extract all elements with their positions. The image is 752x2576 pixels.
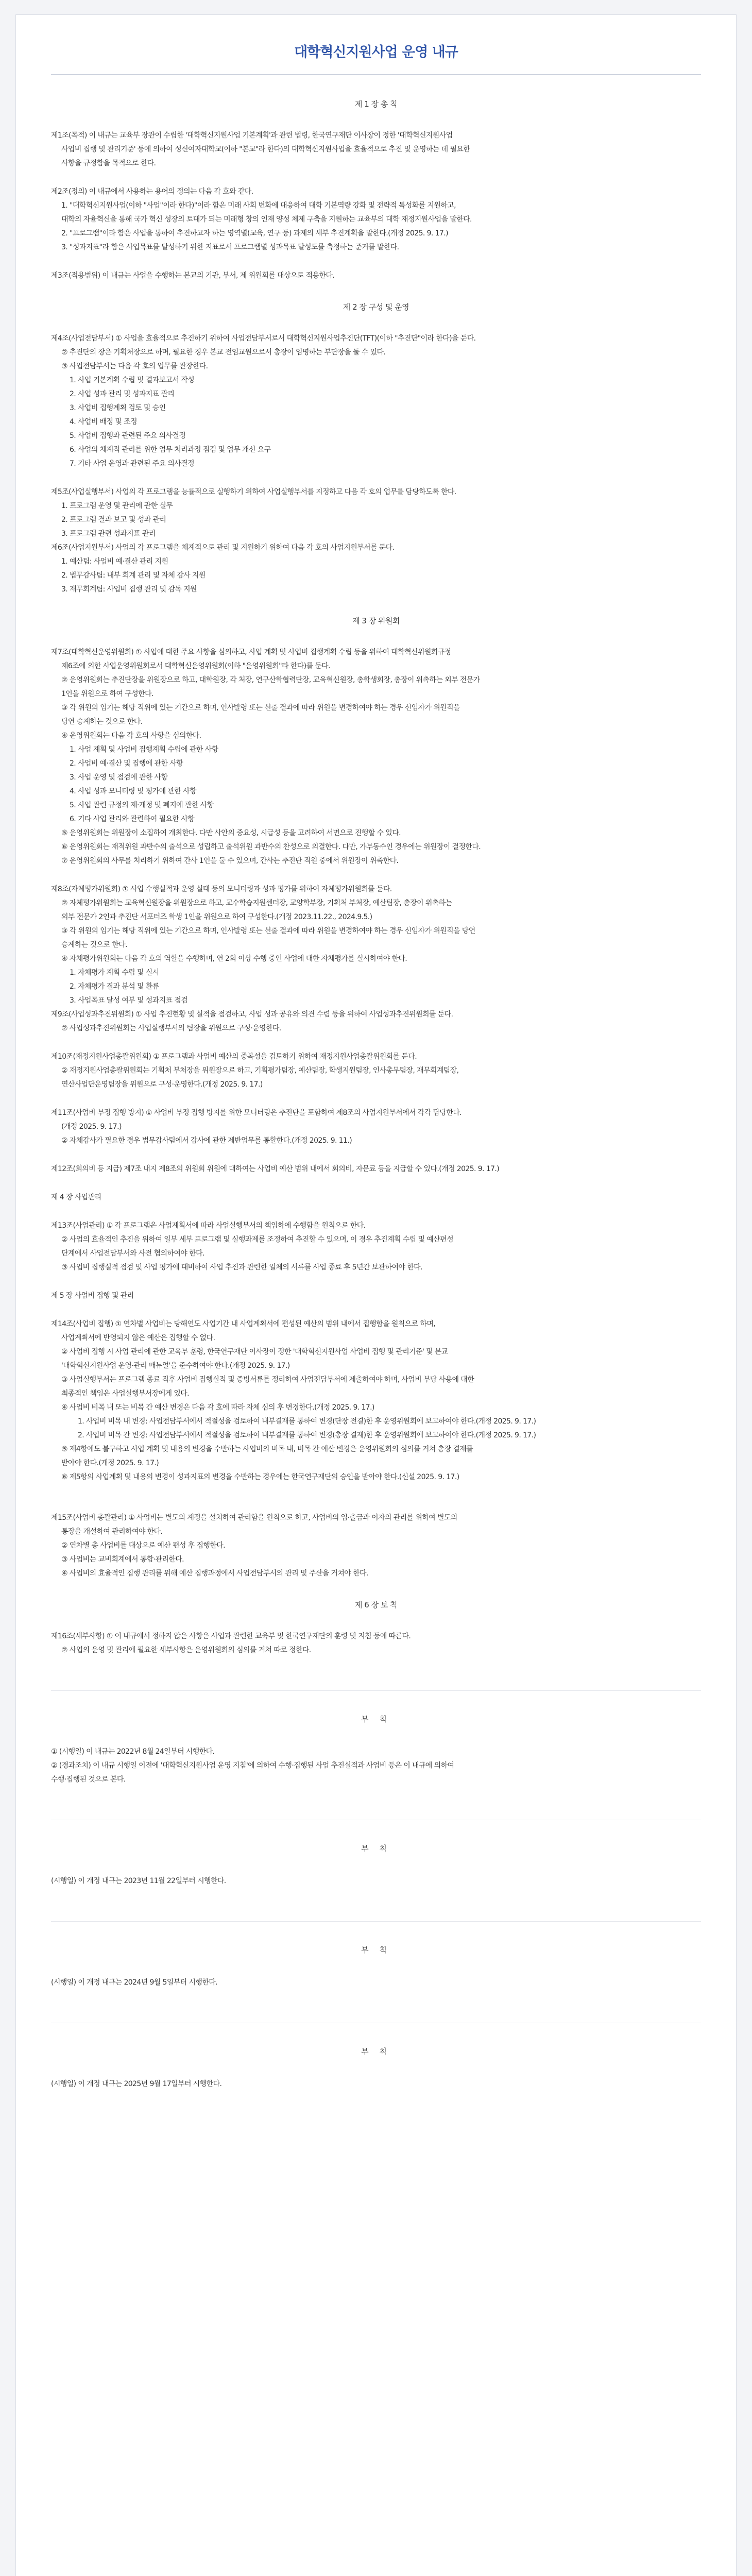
article-line: (시행일) 이 개정 내규는 2023년 11월 22일부터 시행한다. <box>51 1877 226 1885</box>
article-line: 제3조(적용범위) 이 내규는 사업을 수행하는 본교의 기관, 부서, 제 위원회를 대상으로 적용한다. <box>51 272 335 280</box>
article-block <box>51 485 701 597</box>
article-line: 3. 사업 운영 및 점검에 관한 사항 <box>70 773 168 782</box>
article-line: 사업비 집행 및 관리기준' 등에 의하여 성신여자대학교(이하 "본교"라 한다)의 대학혁신지원사업을 효율적으로 추진 및 운영하는 데 필요한 <box>61 145 470 154</box>
article-line: 1. 예산팀: 사업비 예·결산 관리 지원 <box>61 557 168 566</box>
article-line: 제14조(사업비 집행) ① 연차별 사업비는 당해연도 사업기간 내 사업계획서에 편성된 예산의 범위 내에서 집행함을 원칙으로 하며, <box>51 1320 436 1328</box>
appendix-heading: 부 칙 <box>361 2047 391 2056</box>
article-line: ③ 사업비는 교비회계에서 통합·관리한다. <box>61 1555 184 1564</box>
article-block <box>51 129 701 171</box>
appendix-heading: 부 칙 <box>361 1715 391 1724</box>
chapter-heading: 제 1 장 총 칙 <box>354 99 398 109</box>
article-block <box>51 646 701 868</box>
article-line: ⑤ 제4항에도 불구하고 사업 계획 및 내용의 변경을 수반하는 사업비의 비목 내, 비목 간 예산 변경은 운영위원회의 심의를 거쳐 총장 결재를 <box>61 1445 473 1453</box>
article-block <box>51 185 701 255</box>
article-line: 3. "성과지표"라 함은 사업목표를 달성하기 위한 지표로서 프로그램별 성과목표 달성도를 측정하는 준거를 말한다. <box>61 243 399 251</box>
article-block <box>51 2077 701 2091</box>
article-line: 받아야 한다.(개정 2025. 9. 17.) <box>61 1459 159 1467</box>
article-line: 수행·집행된 것으로 본다. <box>51 1775 126 1784</box>
article-line: 당연 승계하는 것으로 한다. <box>61 718 143 726</box>
article-line: ② 사업성과추진위원회는 사업실행부서의 팀장을 위원으로 구성·운영한다. <box>61 1024 281 1032</box>
article-line: 사항을 규정함을 목적으로 한다. <box>61 159 156 167</box>
article-line: 제12조(회의비 등 지급) 제7조 내지 제8조의 위원회 위원에 대하여는 사업비 예산 범위 내에서 회의비, 자문료 등을 지급할 수 있다.(개정 2025. 9. 17.) <box>51 1165 500 1173</box>
article-line: 제 4 장 사업관리 <box>51 1193 101 1201</box>
article-line: 제13조(사업관리) ① 각 프로그램은 사업계획서에 따라 사업실행부서의 책임하에 수행함을 원칙으로 한다. <box>51 1222 366 1230</box>
article-line: 통장을 개설하여 관리하여야 한다. <box>61 1528 163 1536</box>
article-block <box>51 1219 701 1275</box>
article-line: 7. 기타 사업 운영과 관련된 주요 의사결정 <box>70 460 195 468</box>
article-block <box>51 1289 701 1303</box>
article-line: 4. 사업 성과 모니터링 및 평가에 관한 사항 <box>70 787 196 795</box>
article-line: ② 자체평가위원회는 교육혁신원장을 위원장으로 하고, 교수학습지원센터장, 교양학부장, 기획처 부처장, 예산팀장, 총장이 위촉하는 <box>61 899 452 907</box>
article-line: '대학혁신지원사업 운영·관리 매뉴얼'을 준수하여야 한다.(개정 2025. 9. 17.) <box>61 1362 290 1370</box>
article-block <box>51 1317 701 1484</box>
article-line: ⑤ 운영위원회는 위원장이 소집하여 개최한다. 다만 사안의 중요성, 시급성 등을 고려하여 서면으로 진행할 수 있다. <box>61 829 401 837</box>
article-line: 1. "대학혁신지원사업(이하 "사업"이라 한다)"이라 함은 미래 사회 변화에 대응하여 대학 기본역량 강화 및 전략적 특성화를 지원하고, <box>61 201 456 210</box>
article-line: 2. 사업비 예·결산 및 집행에 관한 사항 <box>70 759 183 768</box>
article-line: 제11조(사업비 부정 집행 방지) ① 사업비 부정 집행 방지를 위한 모니터링은 추진단을 포함하여 제8조의 사업지원부서에서 각각 담당한다. <box>51 1109 462 1117</box>
section-divider <box>51 1921 701 1922</box>
article-line: 제7조(대학혁신운영위원회) ① 사업에 대한 주요 사항을 심의하고, 사업 계획 및 사업비 집행계획 수립 등을 위하여 대학혁신위원회규정 <box>51 648 451 656</box>
article-line: ② 추진단의 장은 기획처장으로 하며, 필요한 경우 본교 전임교원으로서 총장이 임명하는 부단장을 둘 수 있다. <box>61 348 386 357</box>
article-block <box>51 1976 701 1990</box>
article-line: ② (경과조치) 이 내규 시행일 이전에 '대학혁신지원사업 운영 지침'에 의하여 수행·집행된 사업 추진실적과 사업비 등은 이 내규에 의하여 <box>51 1761 454 1770</box>
article-block <box>51 1630 701 1657</box>
article-line: ③ 사업전담부서는 다음 각 호의 업무를 관장한다. <box>61 362 208 370</box>
article-line: 외부 전문가 2인과 추진단 서포터즈 학생 1인을 위원으로 하여 구성한다.(개정 2023.11.22., 2024.9.5.) <box>61 913 372 921</box>
article-line: ② 재정지원사업총괄위원회는 기획처 부처장을 위원장으로 하고, 기획평가팀장, 예산팀장, 학생지원팀장, 인사총무팀장, 재무회계팀장, <box>61 1066 459 1075</box>
title-divider <box>51 74 701 75</box>
article-line: 3. 사업목표 달성 여부 및 성과지표 점검 <box>70 996 188 1005</box>
article-line: (시행일) 이 개정 내규는 2025년 9월 17일부터 시행한다. <box>51 2080 222 2088</box>
chapter-heading: 제 2 장 구성 및 운영 <box>343 302 409 312</box>
appendix-heading: 부 칙 <box>361 1844 391 1853</box>
section-divider <box>51 1690 701 1691</box>
article-line: ④ 사업비 비목 내 또는 비목 간 예산 변경은 다음 각 호에 따라 자체 심의 후 변경한다.(개정 2025. 9. 17.) <box>61 1403 374 1412</box>
article-line: ③ 사업비 집행실적 점검 및 사업 평가에 대비하여 사업 추진과 관련한 일체의 서류를 사업 종료 후 5년간 보관하여야 한다. <box>61 1263 422 1272</box>
article-line: 1. 자체평가 계획 수립 및 실시 <box>70 969 159 977</box>
article-line: 제2조(정의) 이 내규에서 사용하는 용어의 정의는 다음 각 호와 같다. <box>51 188 253 196</box>
article-line: 승계하는 것으로 한다. <box>61 941 127 949</box>
article-line: 제4조(사업전담부서) ① 사업을 효율적으로 추진하기 위하여 사업전담부서로서 대학혁신지원사업추진단(TFT)(이하 "추진단"이라 한다)을 둔다. <box>51 334 476 343</box>
article-line: 최종적인 책임은 사업실행부서장에게 있다. <box>61 1389 190 1398</box>
article-line: 사업계획서에 반영되지 않은 예산은 집행할 수 없다. <box>61 1334 215 1342</box>
article-line: 5. 사업 관련 규정의 제·개정 및 폐지에 관한 사항 <box>70 801 214 809</box>
article-line: 1. 프로그램 운영 및 관리에 관한 실무 <box>61 502 173 510</box>
article-line: 대학의 자율혁신을 통해 국가 혁신 성장의 토대가 되는 미래형 창의 인재 양성 체제 구축을 지원하는 교육부의 대학 재정지원사업을 말한다. <box>61 215 472 224</box>
article-block <box>51 1050 701 1092</box>
article-line: 1. 사업 계획 및 사업비 집행계획 수립에 관한 사항 <box>70 745 218 754</box>
article-line: ④ 운영위원회는 다음 각 호의 사항을 심의한다. <box>61 732 201 740</box>
article-line: ⑥ 운영위원회는 재적위원 과반수의 출석으로 성립하고 출석위원 과반수의 찬성으로 의결한다. 다만, 가부동수인 경우에는 위원장이 결정한다. <box>61 843 481 851</box>
article-line: 5. 사업비 집행과 관련된 주요 의사결정 <box>70 432 186 440</box>
article-line: ④ 사업비의 효율적인 집행 관리를 위해 예산 집행과정에서 사업전담부서의 관리 및 주산을 거쳐야 한다. <box>61 1569 368 1578</box>
article-line: 제5조(사업실행부서) 사업의 각 프로그램을 능률적으로 실행하기 위하여 사업실행부서를 지정하고 다음 각 호의 업무를 담당하도록 한다. <box>51 488 456 496</box>
article-block <box>51 1162 701 1176</box>
article-block <box>51 269 701 283</box>
article-line: (시행일) 이 개정 내규는 2024년 9월 5일부터 시행한다. <box>51 1978 217 1987</box>
article-line: 제 5 장 사업비 집행 및 관리 <box>51 1292 134 1300</box>
article-block <box>51 1191 701 1205</box>
article-line: ② 사업비 집행 시 사업 관리에 관한 교육부 훈령, 한국연구재단 이사장이 정한 '대학혁신지원사업 사업비 집행 및 관리기준' 및 본교 <box>61 1348 448 1356</box>
chapter-heading: 제 3 장 위원회 <box>352 616 400 625</box>
article-line: 제16조(세부사항) ① 이 내규에서 정하지 않은 사항은 사업과 관련한 교육부 및 한국연구재단의 훈령 및 지침 등에 따른다. <box>51 1632 411 1640</box>
article-line: ③ 각 위원의 임기는 해당 직위에 있는 기간으로 하며, 인사발령 또는 선출 결과에 따라 위원을 변경하여야 하는 경우 신임자가 위원직을 <box>61 704 460 712</box>
article-line: ⑦ 운영위원회의 사무를 처리하기 위하여 간사 1인을 둘 수 있으며, 간사는 추진단 직원 중에서 위원장이 위촉한다. <box>61 857 399 865</box>
article-line: (개정 2025. 9. 17.) <box>61 1123 122 1131</box>
article-line: 2. "프로그램"이라 함은 사업을 통하여 추진하고자 하는 영역별(교육, 연구 등) 과제의 세부 추진계획을 말한다.(개정 2025. 9. 17.) <box>61 229 448 238</box>
article-block <box>51 1874 701 1888</box>
article-line: ② 운영위원회는 추진단장을 위원장으로 하고, 대학원장, 각 처장, 연구산학협력단장, 교육혁신원장, 총학생회장, 총장이 위촉하는 외부 전문가 <box>61 676 480 684</box>
article-line: 3. 프로그램 관련 성과지표 관리 <box>61 530 156 538</box>
article-line: 제10조(재정지원사업총괄위원회) ① 프로그램과 사업비 예산의 중복성을 검토하기 위하여 재정지원사업총괄위원회를 둔다. <box>51 1053 417 1061</box>
article-line: 2. 사업비 비목 간 변경: 사업전담부서에서 적절성을 검토하여 내부결재를 통하여 변경(총장 결재)한 후 운영위원회에 보고하여야 한다.(개정 2025. 9. 17.) <box>78 1431 536 1439</box>
article-line: 3. 사업비 집행계획 검토 및 승인 <box>70 404 166 412</box>
article-line: 6. 사업의 체계적 관리를 위한 업무 처리과정 점검 및 업무 개선 요구 <box>70 446 271 454</box>
article-line: 2. 자체평가 결과 분석 및 환류 <box>70 982 159 991</box>
article-line: 제1조(목적) 이 내규는 교육부 장관이 수립한 '대학혁신지원사업 기본계획'과 관련 법령, 한국연구재단 이사장이 정한 '대학혁신지원사업 <box>51 131 453 140</box>
article-line: ② 자체감사가 필요한 경우 법무감사팀에서 감사에 관한 제반업무를 통할한다.(개정 2025. 9. 11.) <box>61 1137 352 1145</box>
article-line: 1인을 위원으로 하여 구성한다. <box>61 690 153 698</box>
article-line: 3. 재무회계팀: 사업비 집행 관리 및 감독 지원 <box>61 585 197 594</box>
chapter-heading: 제 6 장 보 칙 <box>354 1600 398 1609</box>
article-block <box>51 1745 701 1787</box>
document-page <box>15 14 737 2576</box>
article-line: 2. 프로그램 결과 보고 및 성과 관리 <box>61 516 166 524</box>
document-body <box>51 98 701 2091</box>
article-line: 4. 사업비 배정 및 조정 <box>70 418 137 426</box>
article-line: 1. 사업비 비목 내 변경: 사업전담부서에서 적절성을 검토하여 내부결재를 통하여 변경(단장 전결)한 후 운영위원회에 보고하여야 한다.(개정 2025. 9. 17.) <box>78 1417 536 1426</box>
article-line: 단계에서 사업전담부서와 사전 협의하여야 한다. <box>61 1249 204 1258</box>
article-block <box>51 1511 701 1581</box>
article-line: 2. 사업 성과 관리 및 성과지표 관리 <box>70 390 175 398</box>
appendix-heading: 부 칙 <box>361 1945 391 1955</box>
article-line: 1. 사업 기본계획 수립 및 결과보고서 작성 <box>70 376 195 384</box>
article-line: ⑥ 제5항의 사업계획 및 내용의 변경이 성과지표의 변경을 수반하는 경우에는 한국연구재단의 승인을 받아야 한다.(신설 2025. 9. 17.) <box>61 1473 459 1481</box>
article-line: 제6조에 의한 사업운영위원회로서 대학혁신운영위원회(이하 "운영위원회"라 한다)를 둔다. <box>61 662 330 670</box>
article-line: 제9조(사업성과추진위원회) ① 사업 추진현황 및 실적을 점검하고, 사업 성과 공유와 의견 수렴 등을 위하여 사업성과추진위원회를 둔다. <box>51 1010 453 1019</box>
article-line: 제15조(사업비 총괄관리) ① 사업비는 별도의 계정을 설치하여 관리함을 원칙으로 하고, 사업비의 입·출금과 이자의 관리를 위하여 별도의 <box>51 1514 457 1522</box>
article-line: ③ 각 위원의 임기는 해당 직위에 있는 기간으로 하며, 인사발령 또는 선출 결과에 따라 위원을 변경하여야 하는 경우 신임자가 위원직을 당연 <box>61 927 475 935</box>
article-line: ② 연차별 총 사업비를 대상으로 예산 편성 후 집행한다. <box>61 1541 226 1550</box>
article-line: ④ 자체평가위원회는 다음 각 호의 역할을 수행하며, 연 2회 이상 수행 중인 사업에 대한 자체평가를 실시하여야 한다. <box>61 955 407 963</box>
article-line: ② 사업의 효율적인 추진을 위하여 일부 세부 프로그램 및 실행과제를 조정하여 추진할 수 있으며, 이 경우 추진계획 수립 및 예산편성 <box>61 1235 454 1244</box>
article-line: 2. 법무감사팀: 내부 회계 관리 및 자체 감사 지원 <box>61 571 206 580</box>
article-block <box>51 1106 701 1148</box>
article-line: 연산사업단운영팀장을 위원으로 구성·운영한다.(개정 2025. 9. 17.) <box>61 1080 263 1089</box>
article-line: 6. 기타 사업 관리와 관련하여 필요한 사항 <box>70 815 195 823</box>
article-line: ① (시행일) 이 내규는 2022년 8월 24일부터 시행한다. <box>51 1748 215 1756</box>
document-title: 대학혁신지원사업 운영 내규 <box>294 44 458 60</box>
article-line: ③ 사업실행부서는 프로그램 종료 직후 사업비 집행실적 및 증빙서류를 정리하여 사업전담부서에 제출하여야 하며, 사업비 부당 사용에 대한 <box>61 1376 474 1384</box>
article-block <box>51 883 701 1036</box>
article-line: ② 사업의 운영 및 관리에 필요한 세부사항은 운영위원회의 심의를 거쳐 따로 정한다. <box>61 1646 311 1654</box>
article-line: 제6조(사업지원부서) 사업의 각 프로그램을 체계적으로 관리 및 지원하기 위하여 다음 각 호의 사업지원부서를 둔다. <box>51 544 395 552</box>
article-line: 제8조(자체평가위원회) ① 사업 수행실적과 운영 실태 등의 모니터링과 성과 평가를 위하여 자체평가위원회를 둔다. <box>51 885 392 893</box>
article-block <box>51 332 701 471</box>
